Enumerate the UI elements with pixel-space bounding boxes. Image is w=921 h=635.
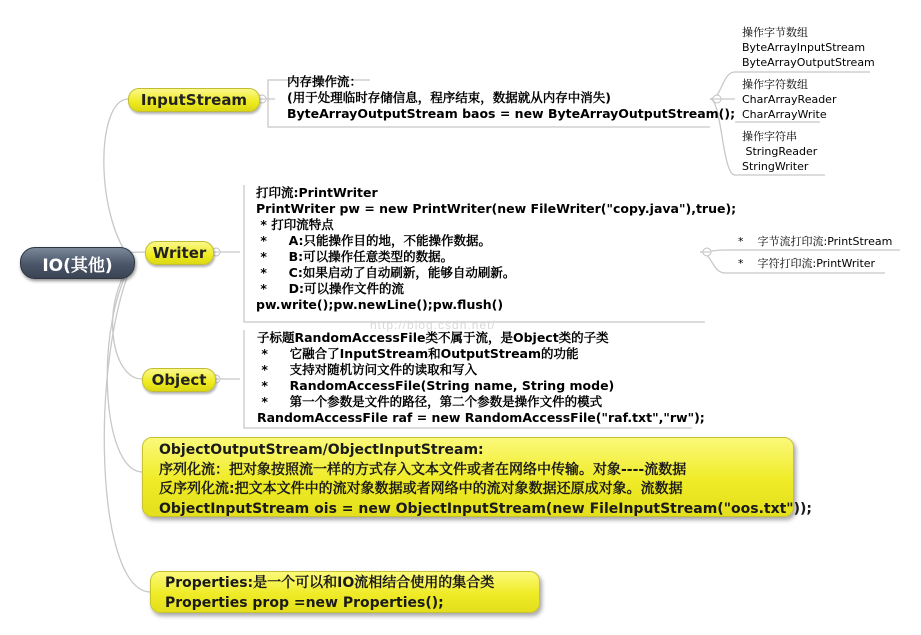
memory-note-line: ByteArrayOutputStream baos = new ByteArrayOutputStream();: [287, 106, 736, 121]
randomaccessfile-note: [257, 330, 705, 426]
subnote-line: CharArrayReader: [742, 93, 837, 106]
print-note-line: PrintWriter pw = new PrintWriter(new FileWriter("copy.java"),true);: [256, 201, 737, 216]
object-stream-box[interactable]: [142, 437, 812, 517]
root-node[interactable]: [20, 247, 135, 279]
random-note-line: * 支持对随机访问文件的读取和写入: [257, 362, 478, 377]
print-note-line: * A:只能操作目的地，不能操作数据。: [256, 233, 492, 248]
subnote-line: * 字符打印流:PrintWriter: [738, 257, 876, 270]
memory-stream-note: [287, 74, 735, 122]
branch-writer[interactable]: [145, 241, 214, 265]
subnote-line: CharArrayWrite: [742, 108, 827, 121]
subnote-line: 操作字节数组: [742, 26, 808, 39]
properties-box[interactable]: [150, 571, 540, 613]
print-note-line: * 打印流特点: [256, 217, 334, 232]
subnote-byte-array: [742, 25, 875, 70]
branch-inputstream[interactable]: [128, 88, 260, 112]
random-note-line: * 第一个参数是文件的路径，第二个参数是操作文件的模式: [257, 394, 603, 409]
object-stream-line: 序列化流：把对象按照流一样的方式存入文本文件或者在网络中传输。对象----流数据: [159, 461, 687, 478]
root-label: IO(其他): [42, 255, 113, 276]
properties-line: Properties prop =new Properties();: [165, 594, 444, 611]
print-note-line: * B:可以操作任意类型的数据。: [256, 249, 454, 264]
subnote-line: ByteArrayInputStream: [742, 41, 866, 54]
random-note-line: RandomAccessFile raf = new RandomAccessFile("raf.txt","rw");: [257, 410, 705, 425]
subnote-line: 操作字符串: [742, 130, 797, 143]
subnote-char-array: [742, 77, 836, 122]
subnote-string: [742, 129, 817, 174]
random-note-line: * 它融合了InputStream和OutputStream的功能: [257, 346, 579, 361]
subnote-line: StringWriter: [742, 160, 809, 173]
subnote-line: ByteArrayOutputStream: [742, 56, 875, 69]
branch-object-label: Object: [151, 371, 207, 389]
printwriter-note: [256, 185, 736, 313]
print-note-line: 打印流:PrintWriter: [256, 185, 378, 200]
object-stream-line: 反序列化流:把文本文件中的流对象数据或者网络中的流对象数据还原成对象。流数据: [159, 481, 683, 497]
object-stream-line: ObjectOutputStream/ObjectInputStream:: [159, 442, 484, 458]
random-note-line: 子标题RandomAccessFile类不属于流，是Object类的子类: [257, 330, 609, 345]
subnote-line: * 字节流打印流:PrintStream: [738, 235, 893, 248]
subnote-printstream: [738, 234, 892, 249]
print-note-line: * D:可以操作文件的流: [256, 281, 405, 296]
subnote-line: 操作字符数组: [742, 78, 808, 91]
branch-writer-label: Writer: [152, 244, 207, 262]
random-note-line: * RandomAccessFile(String name, String mode): [257, 378, 615, 393]
print-note-line: * C:如果启动了自动刷新，能够自动刷新。: [256, 265, 516, 280]
branch-object[interactable]: [142, 368, 216, 392]
memory-note-line: (用于处理临时存储信息，程序结束，数据就从内存中消失): [287, 90, 611, 105]
object-stream-line: ObjectInputStream ois = new ObjectInputStream(new FileInputStream("oos.txt"));: [159, 500, 812, 517]
subnote-line: StringReader: [742, 145, 818, 158]
print-note-line: pw.write();pw.newLine();pw.flush(): [256, 297, 504, 312]
properties-line: Properties:是一个可以和IO流相结合使用的集合类: [165, 575, 495, 591]
memory-note-line: 内存操作流：: [287, 74, 363, 89]
branch-inputstream-label: InputStream: [140, 91, 248, 109]
watermark: http://blog.csdn.net/: [370, 318, 496, 332]
subnote-printwriter: [738, 256, 875, 271]
